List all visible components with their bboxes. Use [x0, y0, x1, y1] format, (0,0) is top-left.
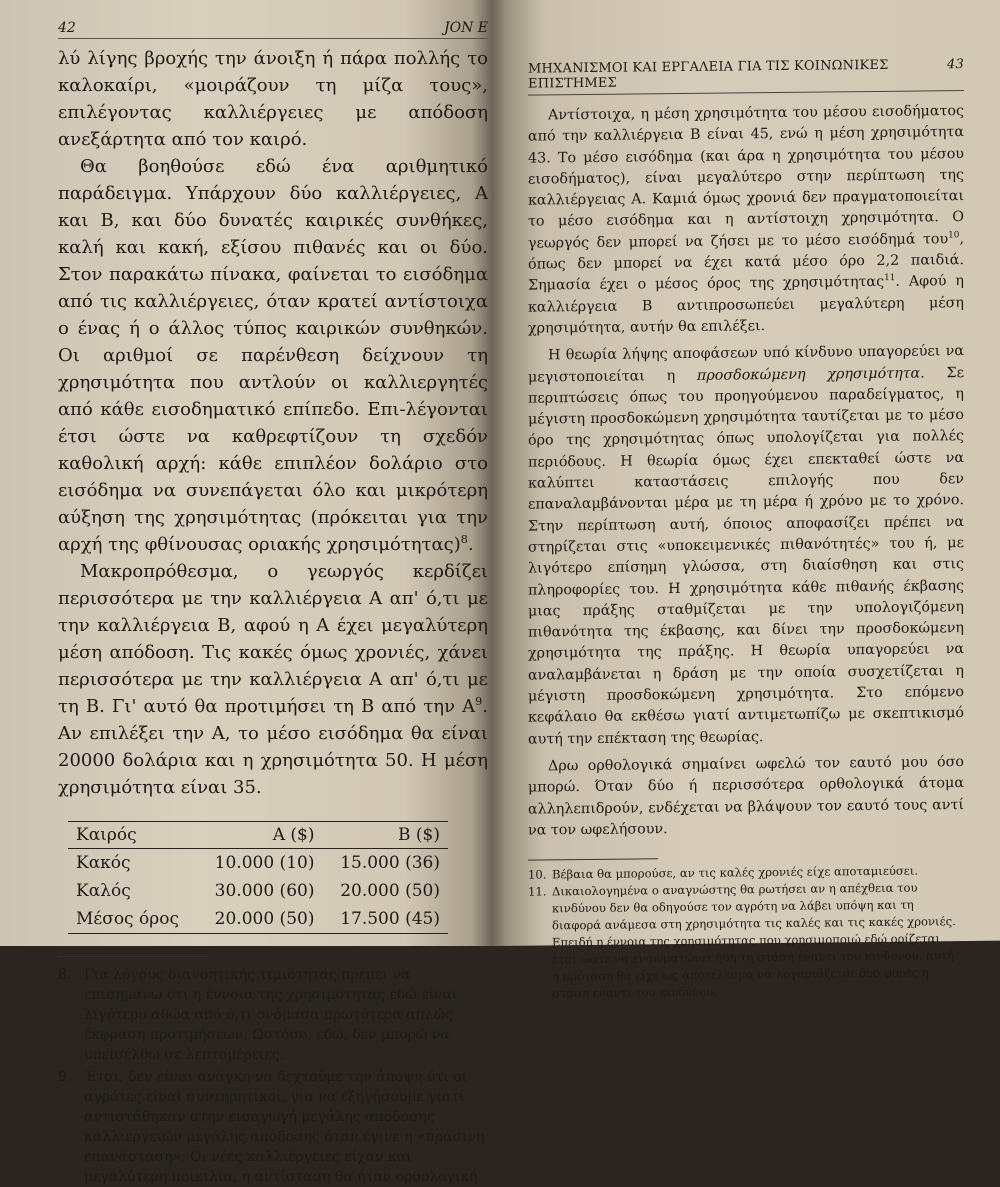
- table-header-cell: Α ($): [197, 822, 323, 849]
- table-cell: 20.000 (50): [340, 881, 440, 901]
- footnote-ref-9: 9: [475, 695, 483, 708]
- footnote-8: 8. Για λόγους διανοητικής τιμιότητας πρέπει να επισημάνω ότι η έννοια της χρησιμότητας εδώ είναι λιγότερο αθώα από ό,τι ονόμασα πρωτύτερα απλώς έκφραση προτιμήσεων. Ωστόσο, εδώ, δεν μπορώ να υπεισέλθω σε λεπτομέρειες.: [58, 967, 458, 1063]
- table-cell: Μέσος όρος: [68, 905, 197, 934]
- left-paragraph-3: Μακροπρόθεσμα, ο γεωργός κερδίζει περισσότερα με την καλλιέργεια Α απ' ό,τι με την καλλιέργεια Β, αφού η Α έχει μεγαλύτερη μέση απόδοση. Τις κακές όμως χρονιές, χάνει περισσότερα με την καλλιέργεια Α απ' ό,τι με τη Β. Γι' αυτό θα προτιμήσει τη Β από την $A^9$. Αν επιλέξει την Α, το μέσο εισόδημα θα είναι 20000 δολάρια και η χρησιμότητα 50. Η μέση χρησιμότητα είναι 35.: [58, 561, 488, 798]
- right-page: [492, 0, 1000, 1001]
- table-row: [68, 877, 448, 905]
- right-running-header: [528, 57, 964, 96]
- footnote-11: 11. Δικαιολογημένα ο αναγνώστης θα ρωτήσει αν η απέχθεια του κινδύνου δεν θα οδηγούσε τον αγρότη να λάβει υπόψη και τη διαφορά ανάμεσα στη χρησιμότητα τις καλές και τις κακές χρονιές. Επειδή η έννοια της χρησιμότητας που χρησιμοποιώ εδώ ορίζεται έτσι ώστε να ενσωματώνει ήδη τη στάση έναντι του κινδύνου, αυτή η πρόταση θα είχε ως αποτέλεσμα να λογαριάζεται δυο φορές η στάση έναντι του κινδύνου.: [528, 880, 956, 1001]
- left-page: [0, 0, 492, 1185]
- left-paragraph-2: Θα βοηθούσε εδώ ένα αριθμητικό παράδειγμα. Υπάρχουν δύο καλλιέργειες, Α και Β, και δύο δυνατές καιρικές συνθήκες, καλή και κακή, εξίσου πιθανές και οι δύο. Στον παρακάτω πίνακα, φαίνεται το εισόδημα από τις καλλιέργειες, όταν κρατεί αντίστοιχα ο ένας ή ο άλλος τύπος καιρικών συνθηκών. Οι αριθμοί σε παρένθεση δείχνουν τη χρησιμότητα που αντλούν οι καλλιεργητές από κάθε εισοδηματικό επίπεδο. Επι-λέγονται έτσι ώστε να καθρεφτίζουν τη σχεδόν καθολική αρχή: κάθε επιπλέον δολάριο στο εισόδημα να συνεπάγεται όλο και μικρότερη αύξηση της χρησιμότητας (πρόκειται για την αρχή της φθίνουσας οριακής χρησιμότητας)$^8$.: [58, 156, 488, 555]
- table-cell: Κακός: [76, 853, 131, 873]
- right-paragraph-2: Η θεωρία λήψης αποφάσεων υπό κίνδυνο υπαγορεύει να μεγιστοποιείται η προσδοκώμενη χρησιμότητα. Σε περιπτώσεις όπως του προηγούμενου παραδείγματος, η μέγιστη προσδοκώμενη χρησιμότητα ταυτίζεται με το μέσο όρο της χρησιμότητας όπως υπολογίζεται για πολλές περιόδους. Η θεωρία όμως έχει επεκταθεί ώστε να καλύπτει καταστάσεις επιλογής που δεν επαναλαμβάνονται μέρα με τη μέρα ή χρόνο με το χρόνο. Στην περίπτωση αυτή, όποιος αποφασίζει πρέπει να στηρίζεται στις «υποκειμενικές πιθανότητές» του ή, με λιγότερο επίσημη γλώσσα, στη διαίσθηση και στις πληροφορίες του. Η χρησιμότητα κάθε πιθανής έκβασης μιας πράξης σταθμίζεται με την υπολογιζόμενη πιθανότητα της έκβασης, και δίνει την προσδοκώμενη χρησιμότητα της πράξης. Η θεωρία υπαγορεύει να αναλαμβάνεται η δράση με την οποία συσχετίζεται η μέγιστη προσδοκώμενη χρησιμότητα. Στο επόμενο κεφάλαιο θα εκθέσω γιατί αντιμετωπίζω με σκεπτικισμό αυτή την επέκταση της θεωρίας.: [528, 343, 964, 748]
- left-running-author: JON E: [443, 20, 488, 36]
- left-paragraph-1: λύ λίγης βροχής την άνοιξη ή πάρα πολλής το καλοκαίρι, «μοιράζουν τη μίζα τους», επιλέγοντας καλλιέργειες με απόδοση ανεξάρτητα από τον καιρό.: [58, 48, 488, 150]
- table-cell: 15.000 (36): [340, 853, 440, 873]
- footnote-9: 9. Έτσι, δεν είναι ανάγκη να δεχτούμε την άποψη ότι οι αγρότες είναι συντηρητικοί, για να εξηγήσουμε γιατί αντιστάθηκαν στην εισαγωγή μεγάλης απόδοσης καλλιεργειών μεγάλης απόδοσης όταν έγινε η «πράσινη επανάσταση». Οι νέες καλλιέργειες είχαν και μεγαλύτερη ποικιλία, η αντίσταση θα ήταν ορθολογική.: [58, 1069, 485, 1185]
- right-paragraph-3: Δρω ορθολογικά σημαίνει ωφελώ τον εαυτό μου όσο μπορώ. Όταν δύο ή περισσότερα ορθολογικά άτομα αλληλεπιδρούν, ενδέχεται να βλάψουν τον εαυτό τους αντί να τον ωφελήσουν.: [528, 753, 964, 839]
- footnote-divider: [528, 858, 658, 860]
- table-cell: 20.000 (50): [197, 905, 323, 934]
- table-row: [68, 905, 448, 934]
- table-header-cell: Καιρός: [68, 822, 197, 849]
- footnote-10: 10. Βέβαια θα μπορούσε, αν τις καλές χρονιές είχε αποταμιεύσει.: [528, 863, 919, 882]
- table-header-cell: Β ($): [322, 822, 448, 849]
- left-running-header: [58, 20, 488, 39]
- left-page-number: 42: [58, 20, 76, 36]
- left-body: [58, 45, 488, 801]
- emphasis-expected-utility: προσδοκώμενη χρησιμότητα: [696, 365, 921, 384]
- footnote-divider: [58, 956, 208, 957]
- table-row: [68, 849, 448, 878]
- right-running-title: ΜΗΧΑΝΙΣΜΟΙ ΚΑΙ ΕΡΓΑΛΕΙΑ ΓΙΑ ΤΙΣ ΚΟΙΝΩΝΙΚΕΣ ΕΠΙΣΤΗΜΕΣ: [528, 57, 889, 92]
- income-utility-table: [68, 821, 448, 934]
- table-header-row: [68, 822, 448, 849]
- table-cell: 17.500 (45): [322, 905, 448, 934]
- footnote-ref-8: 8: [460, 533, 468, 546]
- table-cell: 10.000 (10): [214, 853, 315, 873]
- table-cell: 30.000 (60): [214, 881, 315, 901]
- table-cell: Καλός: [76, 881, 131, 901]
- footnote-ref-11: 11: [884, 273, 896, 284]
- right-page-number: 43: [947, 57, 964, 73]
- footnote-ref-10: 10: [948, 230, 960, 241]
- right-paragraph-1: Αντίστοιχα, η μέση χρησιμότητα του μέσου εισοδήματος από την καλλιέργεια Β είναι 45, ενώ η μέση χρησιμότητα 43. Το μέσο εισόδημα (και άρα η χρησιμότητα του μέσου εισοδήματος), είναι μεγαλύτερο στην περίπτωση της καλλιέργειας Α. Καμιά όμως χρονιά δεν πραγματοποιείται το μέσο εισόδημα και η αντίστοιχη χρησιμότητα. Ο γεωργός δεν μπορεί να ζήσει με το μέσο εισόδημά του$^{10}$, όπως δεν μπορεί να έχει κατά μέσο όρο 2,2 παιδιά. Σημασία έχει ο μέσος όρος της χρησιμότητας$^{11}$. Αφού η καλλιέργεια Β αντιπροσωπεύει μεγαλύτερη μέση χρησιμότητα, αυτήν θα επιλέξει.: [528, 103, 964, 337]
- right-body: [528, 101, 964, 842]
